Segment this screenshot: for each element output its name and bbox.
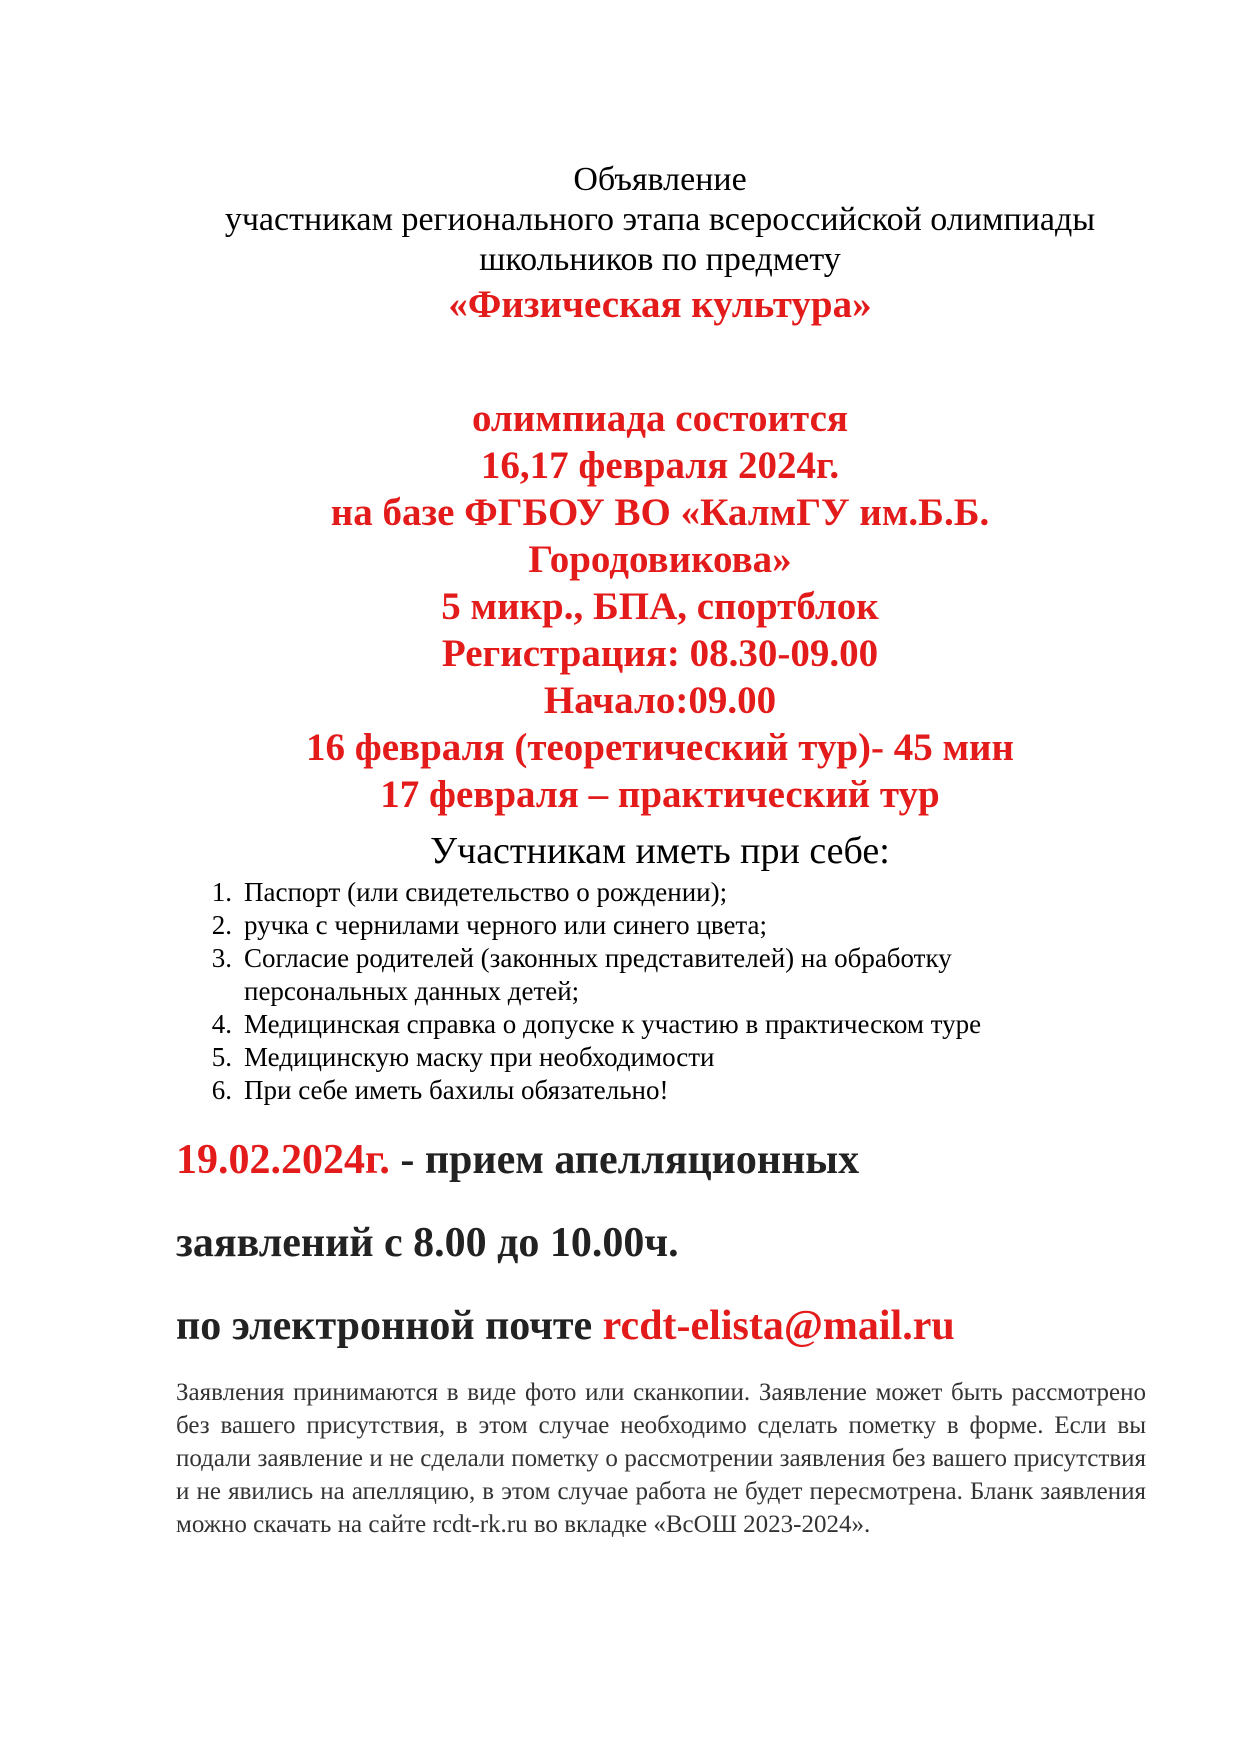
- list-text: Паспорт (или свидетельство о рождении);: [244, 877, 728, 907]
- list-item: [200, 1041, 1100, 1074]
- heading-line-3: школьников по предмету: [479, 241, 841, 278]
- list-number: 5.: [211, 1042, 232, 1072]
- email-link[interactable]: rcdt-elista@mail.ru: [602, 1303, 955, 1349]
- list-item: [200, 876, 1100, 909]
- appeal-date-line: [176, 1135, 859, 1185]
- detail-line: олимпиада состоится: [471, 397, 849, 440]
- list-text: Медицинскую маску при необходимости: [244, 1042, 715, 1072]
- list-item: [200, 942, 1100, 1008]
- detail-line: 5 микр., БПА, спортблок: [441, 585, 879, 628]
- detail-line: Городовикова»: [528, 538, 792, 581]
- detail-line: 17 февраля – практический тур: [380, 773, 940, 816]
- detail-line: на базе ФГБОУ ВО «КалмГУ им.Б.Б.: [330, 491, 990, 534]
- list-item: [200, 909, 1100, 942]
- list-number: 3.: [211, 943, 232, 973]
- list-number: 4.: [211, 1009, 232, 1039]
- announcement-heading: [160, 160, 1160, 328]
- subject-title: «Физическая культура»: [448, 283, 872, 326]
- heading-title: Объявление: [573, 161, 747, 198]
- appeal-email-prefix: по электронной почте: [176, 1303, 603, 1349]
- bring-list-title: Участникам иметь при себе:: [430, 830, 890, 872]
- list-number: 2.: [211, 910, 232, 940]
- heading-line-2: участникам регионального этапа всероссийской олимпиады: [224, 201, 1096, 238]
- appeal-email-line: [176, 1301, 955, 1351]
- list-number: 1.: [211, 877, 232, 907]
- event-details: [160, 395, 1160, 818]
- list-item: [200, 1008, 1100, 1041]
- detail-line: 16,17 февраля 2024г.: [480, 444, 840, 487]
- list-item: [200, 1074, 1100, 1107]
- detail-line: Регистрация: 08.30-09.00: [441, 632, 879, 675]
- appeal-note: Заявления принимаются в виде фото или сканкопии. Заявление может быть рассмотрено без вашего присутствия, в этом случае необходимо сделать пометку в форме. Если вы подали заявление и не сделали пометку о рассмотрении заявления без вашего присутствия и не явились на апелляцию, в этом случае работа не будет пересмотрена. Бланк заявления можно скачать на сайте rcdt-rk.ru во вкладке «ВсОШ 2023-2024».: [176, 1379, 1146, 1538]
- list-text: ручка с чернилами черного или синего цвета;: [244, 910, 768, 940]
- appeal-hours-line: заявлений с 8.00 до 10.00ч.: [176, 1220, 679, 1266]
- list-text: Медицинская справка о допуске к участию в практическом туре: [244, 1009, 982, 1039]
- detail-line: Начало:09.00: [543, 679, 777, 722]
- list-number: 6.: [211, 1075, 232, 1105]
- appeal-line-1: - прием апелляционных: [389, 1137, 860, 1183]
- list-text: При себе иметь бахилы обязательно!: [244, 1075, 669, 1105]
- detail-line: 16 февраля (теоретический тур)- 45 мин: [305, 726, 1015, 769]
- requirements-list: [200, 876, 1100, 1107]
- list-text: Согласие родителей (законных представителей) на обработку персональных данных детей;: [244, 943, 952, 1006]
- appeal-date: 19.02.2024г.: [176, 1137, 390, 1183]
